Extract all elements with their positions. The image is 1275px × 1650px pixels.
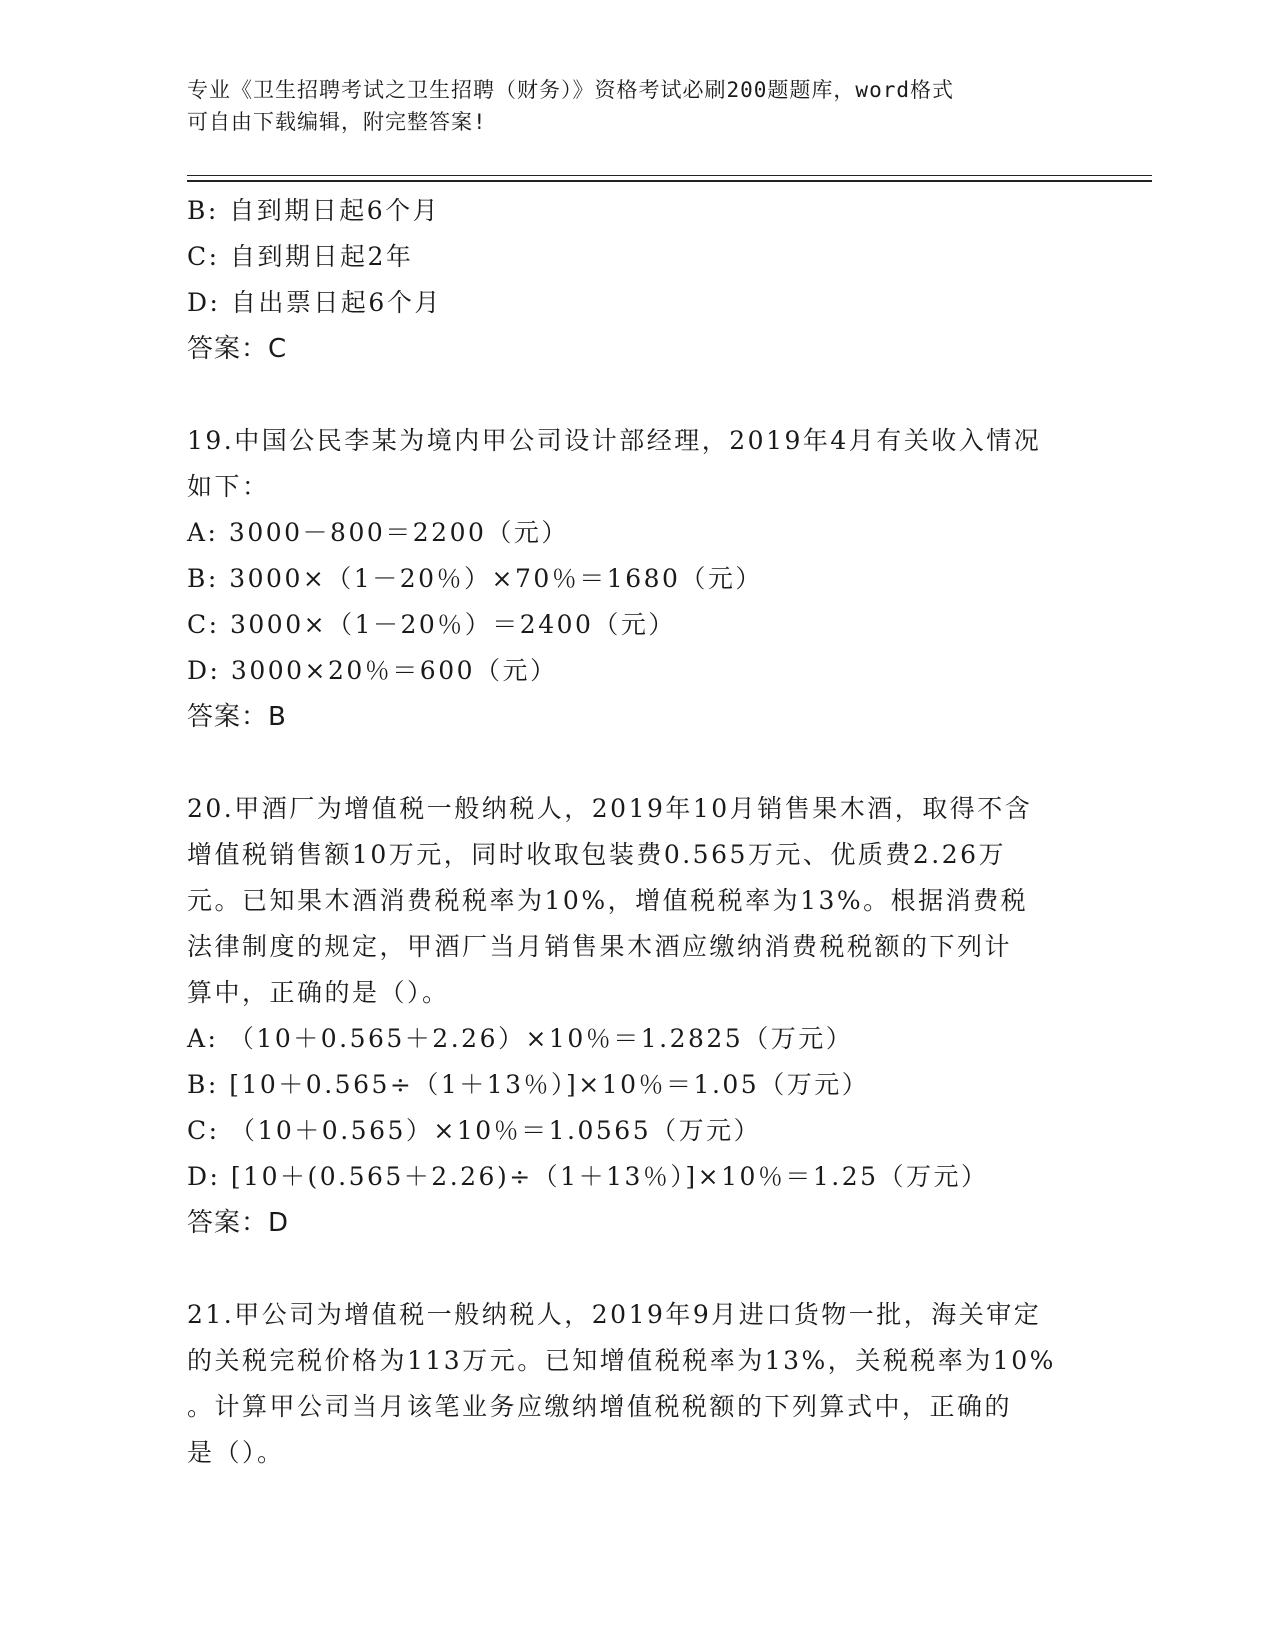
question-stem-line: 21.甲公司为增值税一般纳税人，2019年9月进口货物一批，海关审定 xyxy=(187,1300,1042,1329)
question-stem-line: 的关税完税价格为113万元。已知增值税税率为13%，关税税率为10% xyxy=(187,1346,1056,1375)
question-stem-line: 如下： xyxy=(187,472,270,501)
option-d: D: 3000×20％＝600（元） xyxy=(187,656,558,685)
header-rule-thick xyxy=(187,180,1152,182)
question-stem-line: 增值税销售额10万元，同时收取包装费0.565万元、优质费2.26万 xyxy=(187,840,1007,869)
option-c: C: 自到期日起2年 xyxy=(187,242,414,271)
option-d: D: 自出票日起6个月 xyxy=(187,288,442,317)
header-line-1: 专业《卫生招聘考试之卫生招聘（财务）》资格考试必刷200题题库，word格式 xyxy=(187,78,954,102)
answer: 答案：C xyxy=(187,334,288,364)
question-stem-line: 19.中国公民李某为境内甲公司设计部经理，2019年4月有关收入情况 xyxy=(187,426,1042,455)
option-d: D: [10＋(0.565＋2.26)÷（1＋13％）]×10％＝1.25（万元） xyxy=(187,1162,989,1191)
question-stem-line: 是（）。 xyxy=(187,1438,285,1467)
question-21 xyxy=(187,1292,1087,1476)
document-header xyxy=(187,74,1067,138)
question-stem-line: 。计算甲公司当月该笔业务应缴纳增值税税额的下列算式中，正确的 xyxy=(187,1392,1013,1421)
question-20 xyxy=(187,786,1087,1246)
option-c: C: （10＋0.565）×10％＝1.0565（万元） xyxy=(187,1116,762,1145)
document-body xyxy=(187,188,1087,1476)
question-stem-line: 元。已知果木酒消费税税率为10%，增值税税率为13%。根据消费税 xyxy=(187,886,1029,915)
header-rule-thin xyxy=(187,175,1152,176)
question-stem-line: 20.甲酒厂为增值税一般纳税人，2019年10月销售果木酒，取得不含 xyxy=(187,794,1033,823)
question-19 xyxy=(187,418,1087,740)
option-c: C: 3000×（1－20％）＝2400（元） xyxy=(187,610,676,639)
option-b: B: [10＋0.565÷（1＋13％）]×10％＝1.05（万元） xyxy=(187,1070,870,1099)
answer: 答案：B xyxy=(187,702,287,732)
header-line-2: 可自由下载编辑，附完整答案! xyxy=(187,110,487,134)
question-stem-line: 算中，正确的是（）。 xyxy=(187,978,450,1007)
option-b: B: 自到期日起6个月 xyxy=(187,196,441,225)
option-b: B: 3000×（1－20％）×70％＝1680（元） xyxy=(187,564,763,593)
option-a: A: （10＋0.565＋2.26）×10％＝1.2825（万元） xyxy=(187,1024,854,1053)
option-a: A: 3000－800＝2200（元） xyxy=(187,518,569,547)
question-stem-line: 法律制度的规定，甲酒厂当月销售果木酒应缴纳消费税税额的下列计 xyxy=(187,932,1013,961)
answer: 答案：D xyxy=(187,1208,290,1238)
question-18 xyxy=(187,188,1087,372)
